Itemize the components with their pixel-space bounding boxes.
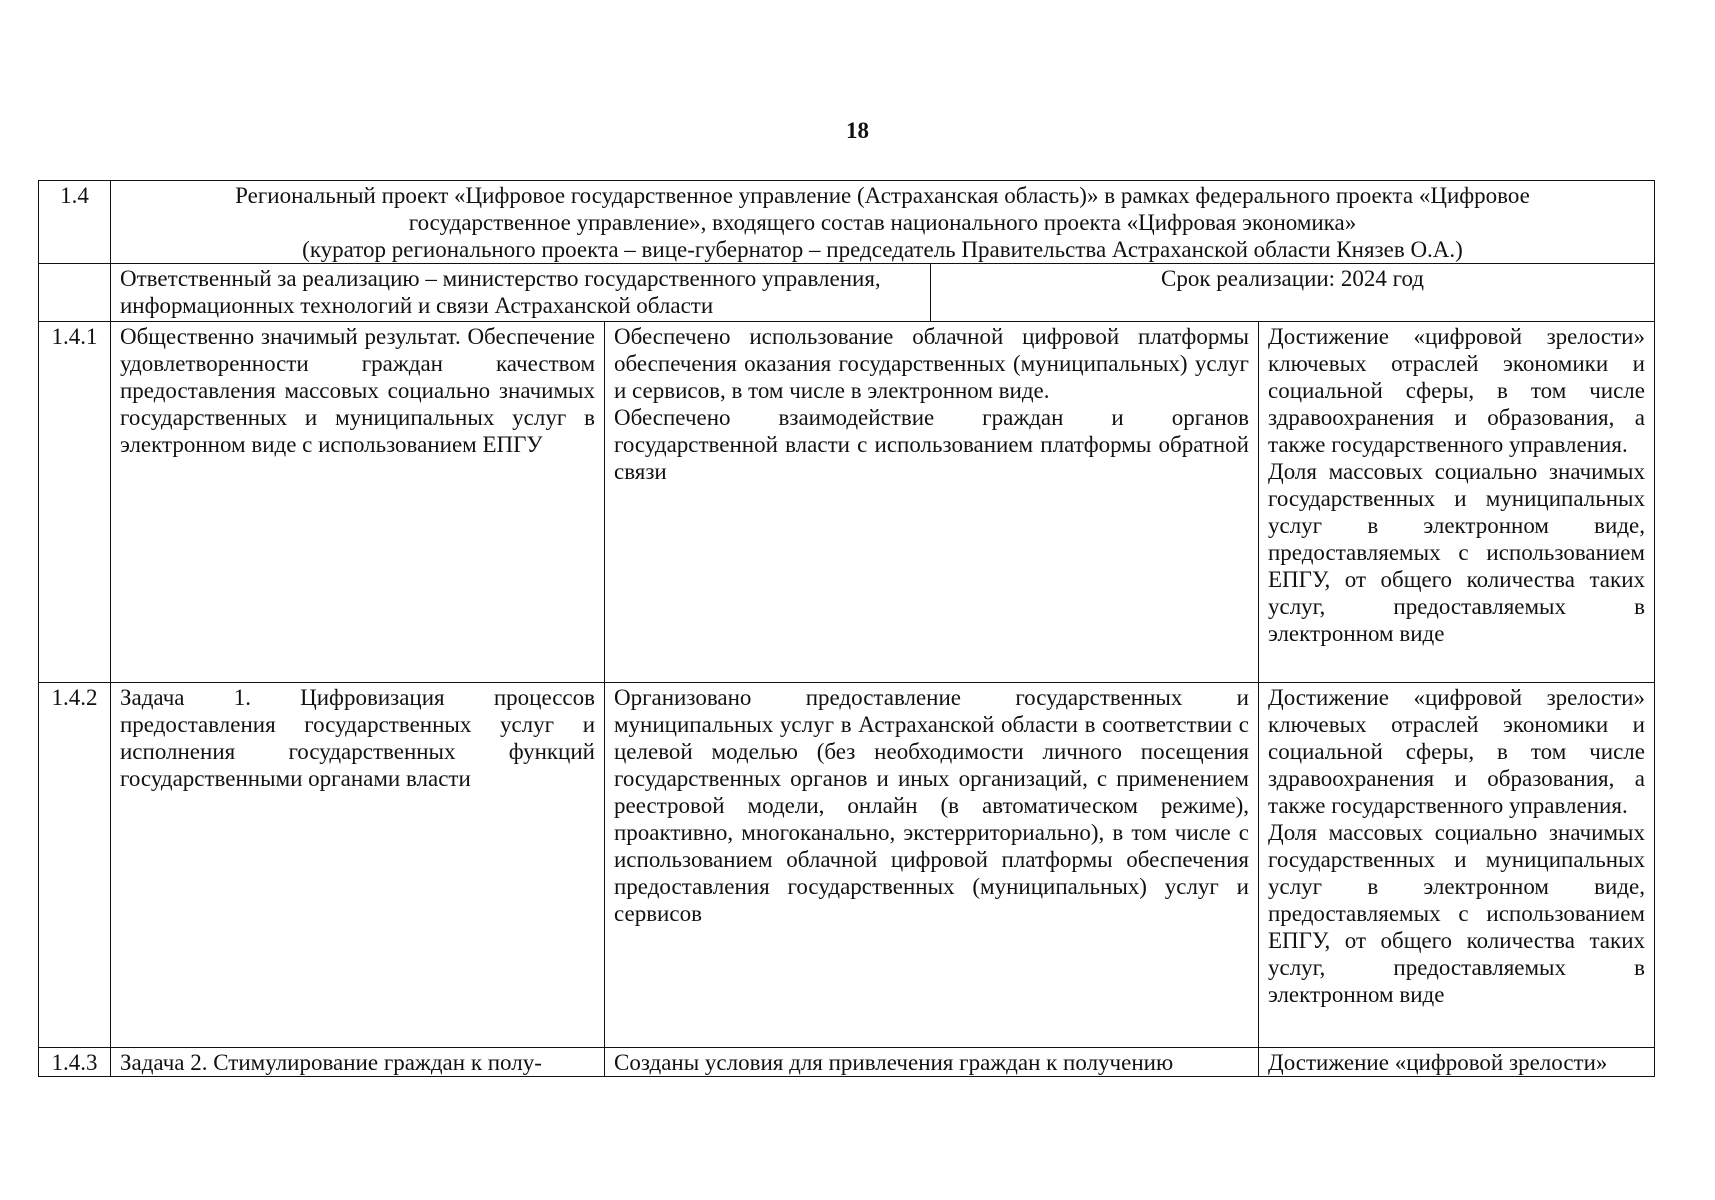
deadline-text: Срок реализации: 2024 год	[1161, 266, 1424, 291]
section-title-line: государственное управление», входящего состав национального проекта «Цифровая экономика»	[408, 210, 1357, 235]
responsible-row	[39, 264, 1655, 322]
indicator-paragraph: Достижение «цифровой зрелости»	[1268, 1050, 1608, 1075]
section-header-row	[39, 181, 1655, 264]
result-paragraph: Обеспечено использование облачной цифровой платформы обеспечения оказания государственных (муниципальных) услуг и сервисов, в том числе в электронном виде.	[614, 324, 1249, 403]
section-title-line: Региональный проект «Цифровое государственное управление (Астраханская область)» в рамках федерального проекта «Цифровое	[235, 183, 1530, 208]
result-cell	[605, 1048, 1259, 1077]
responsible-cell	[111, 264, 1655, 322]
project-table	[38, 180, 1655, 1077]
result-cell	[605, 683, 1259, 1048]
empty-number-cell	[39, 264, 111, 322]
task-cell: Общественно значимый результат. Обеспечение удовлетворенности граждан качеством предоставления массовых социально значимых государственных и муниципальных услуг в электронном виде с использованием ЕПГУ	[111, 322, 605, 683]
result-paragraph: Созданы условия для привлечения граждан к получению	[614, 1050, 1174, 1075]
table-row	[39, 683, 1655, 1048]
indicator-cell	[1259, 322, 1655, 683]
indicator-paragraph: Достижение «цифровой зрелости» ключевых отраслей экономики и социальной сферы, в том числе здравоохранения и образования, а также государственного управления.	[1268, 324, 1645, 457]
indicator-paragraph: Доля массовых социально значимых государственных и муниципальных услуг в электронном виде, предоставляемых с использованием ЕПГУ, от общего количества таких услуг, предоставляемых в электронном виде	[1268, 459, 1645, 646]
indicator-cell	[1259, 683, 1655, 1048]
table-row	[39, 1048, 1655, 1077]
table-row	[39, 322, 1655, 683]
section-title	[111, 181, 1655, 264]
responsible-text: Ответственный за реализацию – министерство государственного управления, информационных технологий и связи Астраханской области	[111, 264, 931, 321]
indicator-paragraph: Достижение «цифровой зрелости» ключевых отраслей экономики и социальной сферы, в том числе здравоохранения и образования, а также государственного управления.	[1268, 685, 1645, 818]
page-number: 18	[846, 118, 869, 143]
section-number: 1.4	[39, 181, 111, 264]
result-cell	[605, 322, 1259, 683]
row-number: 1.4.1	[39, 322, 111, 683]
row-number: 1.4.2	[39, 683, 111, 1048]
row-number: 1.4.3	[39, 1048, 111, 1077]
indicator-paragraph: Доля массовых социально значимых государственных и муниципальных услуг в электронном виде, предоставляемых с использованием ЕПГУ, от общего количества таких услуг, предоставляемых в электронном виде	[1268, 820, 1645, 1007]
task-cell: Задача 2. Стимулирование граждан к полу-	[111, 1048, 605, 1077]
result-paragraph: Обеспечено взаимодействие граждан и органов государственной власти с использованием платформы обратной связи	[614, 405, 1249, 484]
section-curator-line: (куратор регионального проекта – вице-губернатор – председатель Правительства Астраханской области Князев О.А.)	[302, 237, 1463, 262]
task-cell: Задача 1. Цифровизация процессов предоставления государственных услуг и исполнения государственных функций государственными органами власти	[111, 683, 605, 1048]
indicator-cell	[1259, 1048, 1655, 1077]
result-paragraph: Организовано предоставление государственных и муниципальных услуг в Астраханской области в соответствии с целевой моделью (без необходимости личного посещения государственных органов и иных организаций, с применением реестровой модели, онлайн (в автоматическом режиме), проактивно, многоканально, экстерриториально), в том числе с использованием облачной цифровой платформы обеспечения предоставления государственных (муниципальных) услуг и сервисов	[614, 685, 1249, 926]
